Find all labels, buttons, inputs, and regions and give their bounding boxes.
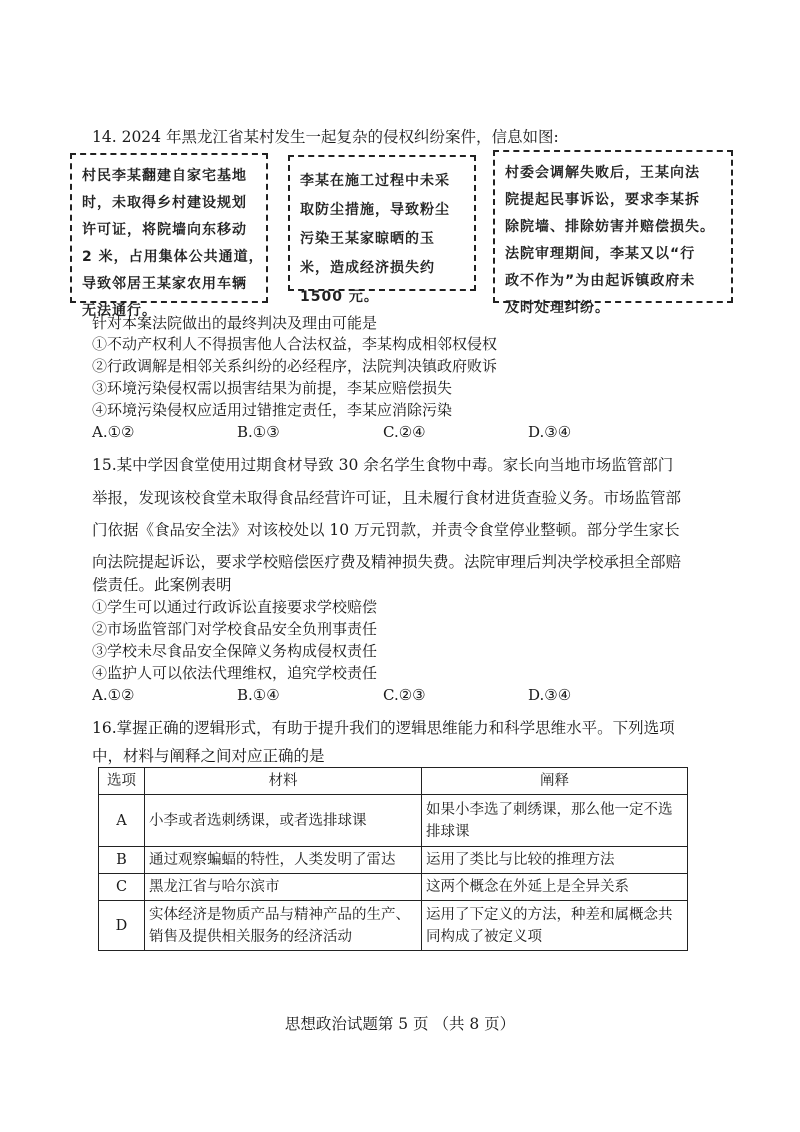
q15-line-4: 向法院提起诉讼，要求学校赔偿医疗费及精神损失费。法院审理后判决学校承担全部赔 xyxy=(92,553,682,571)
box-line: 导致邻居王某家农用车辆 xyxy=(82,276,247,292)
header-material: 材料 xyxy=(145,768,422,795)
q14-option-a[interactable]: A.①② xyxy=(92,423,135,441)
page-footer: 思想政治试题第 5 页 （共 8 页） xyxy=(284,1015,516,1033)
row-material: 小李或者选刺绣课，或者选排球课 xyxy=(145,795,422,847)
table-row xyxy=(99,874,688,901)
box-line: 李某在施工过程中未采 xyxy=(300,173,450,189)
box-line: 村民李某翻建自家宅基地 xyxy=(82,168,247,184)
header-explanation: 阐释 xyxy=(422,768,688,795)
q15-option-a[interactable]: A.①② xyxy=(92,686,135,704)
box-line: 院提起民事诉讼，要求李某拆 xyxy=(505,192,700,208)
q15-line-1: 15.某中学因食堂使用过期食材导致 30 余名学生食物中毒。家长向当地市场监管部门 xyxy=(92,456,674,474)
q16-table xyxy=(98,767,688,951)
q15-line-5: 偿责任。此案例表明 xyxy=(92,576,232,594)
q16-line-1: 16.掌握正确的逻辑形式，有助于提升我们的逻辑思维能力和科学思维水平。下列选项 xyxy=(92,719,675,737)
q16-line-2: 中，材料与阐释之间对应正确的是 xyxy=(92,747,325,765)
q15-option-d[interactable]: D.③④ xyxy=(528,686,572,704)
q14-item-3: ③环境污染侵权需以损害结果为前提，李某应赔偿损失 xyxy=(92,379,453,397)
row-explanation: 如果小李选了刺绣课，那么他一定不选排球课 xyxy=(422,795,688,847)
row-material: 通过观察蝙蝠的特性，人类发明了雷达 xyxy=(145,847,422,874)
q15-item-3: ③学校未尽食品安全保障义务构成侵权责任 xyxy=(92,642,378,660)
row-option: A xyxy=(99,795,145,847)
q14-option-d[interactable]: D.③④ xyxy=(528,423,572,441)
box-line: 污染王某家晾晒的玉 xyxy=(300,231,435,247)
q15-item-1: ①学生可以通过行政诉讼直接要求学校赔偿 xyxy=(92,598,378,616)
row-option: D xyxy=(99,901,145,951)
q14-question: 针对本案法院做出的最终判决及理由可能是 xyxy=(92,314,378,332)
box-line: 政不作为”为由起诉镇政府未 xyxy=(505,273,696,289)
header-option: 选项 xyxy=(99,768,145,795)
q15-item-2: ②市场监管部门对学校食品安全负刑事责任 xyxy=(92,620,378,638)
row-explanation: 运用了类比与比较的推理方法 xyxy=(422,847,688,874)
row-option: C xyxy=(99,874,145,901)
row-material: 黑龙江省与哈尔滨市 xyxy=(145,874,422,901)
q14-item-2: ②行政调解是相邻关系纠纷的必经程序，法院判决镇政府败诉 xyxy=(92,357,498,375)
box-line: 除院墙、排除妨害并赔偿损失。 xyxy=(505,219,715,235)
q14-title: 14. 2024 年黑龙江省某村发生一起复杂的侵权纠纷案件，信息如图: xyxy=(92,128,559,146)
box-line: 1500 元。 xyxy=(300,289,379,305)
q15-line-2: 举报，发现该校食堂未取得食品经营许可证，且未履行食材进货查验义务。市场监管部 xyxy=(92,489,682,507)
table-header-row xyxy=(99,768,688,795)
table-row xyxy=(99,901,688,951)
box-line: 村委会调解失败后，王某向法 xyxy=(505,165,700,181)
q14-option-c[interactable]: C.②④ xyxy=(383,423,426,441)
table-row xyxy=(99,795,688,847)
q15-item-4: ④监护人可以依法代理维权，追究学校责任 xyxy=(92,664,378,682)
q15-line-3: 门依据《食品安全法》对该校处以 10 万元罚款，并责令食堂停业整顿。部分学生家长 xyxy=(92,521,680,539)
q15-option-b[interactable]: B.①④ xyxy=(237,686,280,704)
q14-info-box-3 xyxy=(493,150,733,316)
box-line: 无法通行。 xyxy=(82,303,157,319)
box-line: 及时处理纠纷。 xyxy=(505,300,610,316)
box-line: 许可证，将院墙向东移动 xyxy=(82,222,247,238)
box-line: 2 米，占用集体公共通道， xyxy=(82,249,264,265)
row-explanation: 这两个概念在外延上是全异关系 xyxy=(422,874,688,901)
box-line: 时，未取得乡村建设规划 xyxy=(82,195,247,211)
box-line: 米，造成经济损失约 xyxy=(300,260,435,276)
q14-item-4: ④环境污染侵权应适用过错推定责任，李某应消除污染 xyxy=(92,401,453,419)
table-row xyxy=(99,847,688,874)
q14-info-box-2 xyxy=(288,155,476,305)
q14-item-1: ①不动产权利人不得损害他人合法权益，李某构成相邻权侵权 xyxy=(92,335,498,353)
box-line: 法院审理期间，李某又以“行 xyxy=(505,246,696,262)
box-line: 取防尘措施，导致粉尘 xyxy=(300,202,450,218)
q14-info-box-1 xyxy=(70,153,268,319)
q15-option-c[interactable]: C.②③ xyxy=(383,686,426,704)
q14-option-b[interactable]: B.①③ xyxy=(237,423,280,441)
row-option: B xyxy=(99,847,145,874)
row-explanation: 运用了下定义的方法，种差和属概念共同构成了被定义项 xyxy=(422,901,688,951)
row-material: 实体经济是物质产品与精神产品的生产、销售及提供相关服务的经济活动 xyxy=(145,901,422,951)
